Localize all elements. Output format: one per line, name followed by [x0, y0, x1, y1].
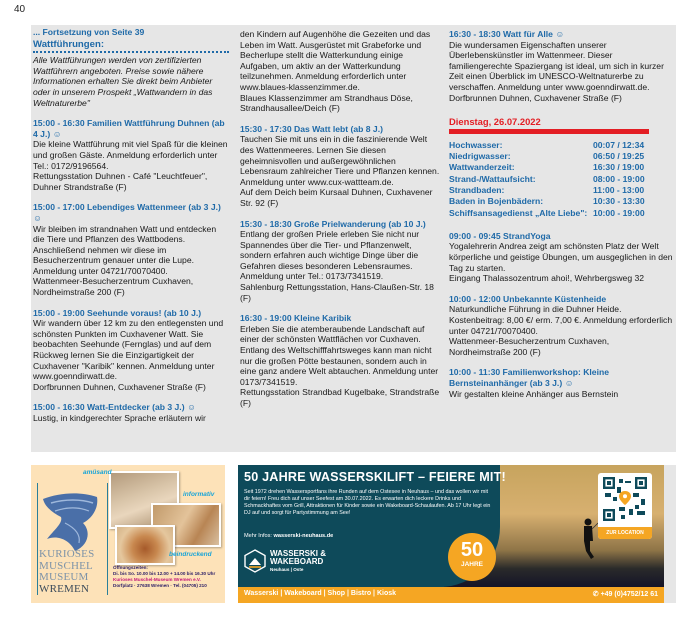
column-3	[449, 29, 673, 409]
museum-org: Kurioses Muschel-Museum Wremen e.V.	[113, 577, 201, 582]
shells-pile-photo	[115, 525, 175, 565]
decorative-line	[107, 483, 108, 595]
event-title: 16:30 - 18:30 Watt für Alle ☺	[449, 29, 565, 39]
event-title: 10:00 - 12:00 Unbekannte Küstenheide	[449, 293, 607, 304]
column-1	[33, 27, 229, 434]
ad-body: Seit 1972 drehen Wassersportfans ihre Runden auf dem Ostesee in Neuhaus – und das wollen wir mit dir feiern! Freu dich auf unser Seefest am 30.07.2022. Es erwarten dich leckere Drinks und Schmackhaftes vom Grill, Attraktionen für Kinder sowie ein Wakeboard-Schaulaufen. Ab 17 Uhr legt ein DJ auf und sorgt für Partystimmung am See!	[244, 489, 491, 517]
anniversary-badge	[448, 533, 496, 581]
badge-word: JAHRE	[460, 561, 484, 568]
event-location: Rettungsstation Strandbad Kugelbake, Strandstraße (F)	[240, 387, 440, 408]
event	[449, 294, 673, 358]
tide-value: 06:50 / 19:25	[593, 151, 645, 162]
tide-row	[449, 162, 649, 173]
museum-name	[39, 549, 107, 595]
tide-value: 10:00 - 19:00	[593, 207, 645, 218]
tide-value: 10:30 - 13:30	[593, 196, 645, 207]
event-body: Naturkundliche Führung in die Duhner Heide. Kostenbeitrag: 8,00 €/ erm. 7,00 €. Anmeldung erforderlich unter 04721/70070400.	[449, 304, 673, 336]
more-info-label: Mehr Infos:	[244, 533, 272, 539]
phone-icon: ✆	[592, 591, 599, 598]
tide-label: Wattwanderzeit:	[449, 162, 515, 173]
services-bar	[238, 587, 664, 603]
intro-text: Alle Wattführungen werden von zertifizierten Wattführern angeboten. Preise sowie nähere Informationen erhalten Sie direkt beim Anbieter oder in unserem Prospekt „Wattwandern in das Weltnaturerbe"	[33, 55, 213, 108]
event	[33, 308, 229, 393]
museum-info	[113, 565, 225, 589]
event-body: Lustig, in kindgerechter Sprache erläutern wir	[33, 413, 206, 423]
tide-table	[449, 140, 649, 219]
event-title: 15:00 - 16:30 Familien Wattführung Duhnen (ab 4 J.) ☺	[33, 118, 225, 139]
event-title: 16:30 - 19:00 Kleine Karibik	[240, 313, 352, 324]
event	[33, 118, 229, 192]
event-title: 15:30 - 18:30 Große Prielwanderung (ab 10 J.)	[240, 218, 426, 229]
side-gray-strip	[664, 465, 676, 603]
page-number: 40	[14, 4, 26, 15]
tagline-word: beindruckend	[169, 551, 212, 558]
event	[33, 202, 229, 297]
tagline-word: informativ	[183, 491, 215, 498]
opening-hours: Di. bis So. 10.00 bis 12.00 + 14.00 bis 16.30 Uhr	[113, 571, 216, 576]
event	[240, 313, 440, 408]
brand-location: Neuhaus | Oste	[270, 566, 304, 572]
event-location: Auf dem Deich beim Kursaal Duhnen, Cuxhavener Str. 92 (F)	[240, 187, 433, 208]
event	[240, 124, 440, 209]
event	[449, 231, 673, 284]
phone-number[interactable]	[593, 590, 658, 598]
event-location: Rettungsstation Duhnen - Café "Leuchtfeuer", Duhner Strandstraße (F)	[33, 171, 208, 192]
day-heading: Dienstag, 26.07.2022	[449, 117, 649, 134]
event-title: 15:30 - 17:30 Das Watt lebt (ab 8 J.)	[240, 123, 383, 134]
event-body: Entlang der großen Priele erleben Sie nicht nur Spannendes über die Tier- und Pflanzenwelt, sondern erfahren auch wichtige Dinge über die Gefahren dieses besonderen Lebensraumes. Anmeldung unter Tel.: 0173/7341519.	[240, 229, 420, 282]
tide-label: Niedrigwasser:	[449, 151, 511, 162]
tide-row	[449, 185, 649, 196]
tagline-word: amüsand	[83, 469, 112, 476]
ad-headline: 50 JAHRE WASSERSKILIFT – FEIERE MIT!	[244, 470, 506, 484]
column-2	[240, 29, 440, 419]
tide-row	[449, 208, 649, 219]
website-link[interactable]: wasserski-neuhaus.de	[273, 533, 334, 539]
badge-number: 50	[460, 539, 484, 561]
museum-advertisement[interactable]	[31, 465, 225, 603]
qr-code-icon	[603, 477, 647, 521]
museum-address: Dorfplatz · 27638 Wremen · Tel. (04705) 210	[113, 583, 207, 588]
qr-code-box[interactable]	[598, 473, 652, 539]
event-title: 15:00 - 19:00 Seehunde voraus! (ab 10 J.)	[33, 307, 202, 318]
wakeboarder-silhouette-icon	[578, 517, 598, 561]
museum-name-line: MUSCHEL	[39, 559, 93, 572]
section-heading: Wattführungen:	[33, 40, 229, 54]
tide-value: 11:00 - 13:00	[593, 184, 645, 195]
hours-label: Öffnungszeiten:	[113, 565, 148, 570]
event-body: Die wundersamen Eigenschaften unserer Überlebenskünstler im Wattenmeer. Dieser familiengerechte Spaziergang ist ideal, um sich in kurzer Zeit einen Überblick im UNESCO-Weltnaturerbe zu verschaffen. Anmeldung unter www.goenndirwatt.de.	[449, 39, 664, 92]
wasserski-advertisement[interactable]	[238, 465, 664, 603]
tide-value: 08:00 - 19:00	[593, 173, 645, 184]
brand-name	[270, 550, 326, 573]
more-info	[244, 533, 333, 539]
event-location: Dorfbrunnen Duhnen, Cuxhavener Straße (F)	[449, 92, 622, 103]
tide-row	[449, 140, 649, 151]
services-list: Wasserski | Wakeboard | Shop | Bistro | Kiosk	[244, 590, 397, 597]
event-location: Wattenmeer-Besucherzentrum Cuxhaven, Nordheimstraße 200 (F)	[33, 276, 194, 298]
tide-value: 00:07 / 12:34	[593, 139, 645, 150]
event-body: Yogalehrerin Andrea zeigt am schönsten Platz der Welt körperliche und geistige Übungen, um ausgeglichen in den Tag zu starten.	[449, 241, 673, 273]
seashell-logo-icon	[39, 489, 103, 555]
event	[449, 367, 673, 399]
museum-name-line: MUSEUM	[39, 571, 89, 583]
event-title: 15:00 - 17:00 Lebendiges Wattenmeer (ab 3 J.) ☺	[33, 202, 221, 223]
event	[33, 402, 229, 423]
event-body: den Kindern auf Augenhöhe die Gezeiten und das Leben im Watt. Ausgerüstet mit Grabeforke und Becherlupe stellt die Watterkundung einige Aufgaben, um aktiv an der Watterkundung teilzunehmen. Anmeldung erforderlich unter www.blaues-klassenzimmer.de.	[240, 29, 431, 92]
event-location: Wattenmeer-Besucherzentrum Cuxhaven, Nordheimstraße 200 (F)	[449, 336, 610, 357]
event-body: Die kleine Wattführung mit viel Spaß für die kleinen und großen Gäste. Anmeldung erforderlich unter Tel.: 0172/9196564.	[33, 139, 228, 171]
tide-row	[449, 151, 649, 162]
event-body: Tauchen Sie mit uns ein in die faszinierende Welt des Wattenmeeres. Lernen Sie diesen geheimnisvollen und außergewöhnlichen Lebensraum zahlreicher Tiere und Pflanzen kennen. Anmeldung unter www.cux-wattteam.de.	[240, 134, 440, 187]
event-title: 15:00 - 16:30 Watt-Entdecker (ab 3 J.) ☺	[33, 402, 196, 413]
tide-row	[449, 174, 649, 185]
event-body: Wir wandern über 12 km zu den entlegensten und schönsten Punkten im Cuxhavener Watt. Sie beobachten Seehunde (Fernglas) und auf dem Rückweg lernen Sie die Einzigartigkeit der Cuxhavener "Karibik" kennen. Anmeldung unter www.goenndirwatt.de.	[33, 318, 224, 382]
tide-row	[449, 196, 649, 207]
event	[240, 219, 440, 304]
event-location: Blaues Klassenzimmer am Strandhaus Döse, Strandhausallee/Deich (F)	[240, 92, 413, 114]
wasserski-logo-icon	[244, 549, 266, 573]
event-location: Sahlenburg Rettungsstation, Hans-Claußen-Str. 18 (F)	[240, 282, 434, 303]
tide-value: 16:30 / 19:00	[593, 162, 645, 173]
event	[449, 29, 673, 103]
tide-label: Strandbaden:	[449, 184, 505, 195]
event-title: 10:00 - 11:30 Familienworkshop: Kleine Bernsteinanhänger (ab 3 J.) ☺	[449, 367, 609, 388]
event-title: 09:00 - 09:45 StrandYoga	[449, 230, 551, 241]
event-location: Eingang Thalassozentrum ahoi!, Wehrbergsweg 32	[449, 273, 645, 284]
decorative-line	[37, 483, 38, 595]
tide-label: Baden in Bojenbädern:	[449, 196, 544, 207]
phone-text: +49 (0)4752/12 61	[600, 591, 658, 598]
events-panel	[31, 25, 676, 452]
brand-line: WAKEBOARD	[270, 557, 324, 567]
event-location: Dorfbrunnen Duhnen, Cuxhavener Straße (F)	[33, 381, 206, 392]
qr-label: ZUR LOCATION	[598, 527, 652, 539]
tide-label: Hochwasser:	[449, 139, 503, 150]
tide-label: Schiffsansagedienst „Alte Liebe":	[449, 207, 588, 218]
museum-name-line: WREMEN	[39, 582, 90, 595]
event-continued	[240, 29, 440, 114]
tide-label: Strand-/Wattaufsicht:	[449, 173, 536, 184]
event-body: Wir bleiben im strandnahen Watt und entdecken die Tiere und Pflanzen des Wattbodens. Anschließend nehmen wir diese im Besucherzentrum genauer unter die Lupe. Anmeldung unter 04721/70070400.	[33, 223, 217, 276]
museum-name-line: KURIOSES	[39, 548, 95, 560]
event-body: Erleben Sie die atemberaubende Landschaft auf einer der schönsten Wattflächen vor Cuxhaven. Entlang des Weltschifffahrtsweges kann man nicht nur die großen Pötte bestaunen, sondern auch in eine ganz andere Welt abtauchen. Anmeldung unter 0173/7341519.	[240, 323, 439, 387]
continuation-note: ... Fortsetzung von Seite 39	[33, 27, 145, 37]
event-body: Wir gestalten kleine Anhänger aus Bernstein	[449, 388, 619, 399]
brand-line: WASSERSKI &	[270, 549, 327, 558]
